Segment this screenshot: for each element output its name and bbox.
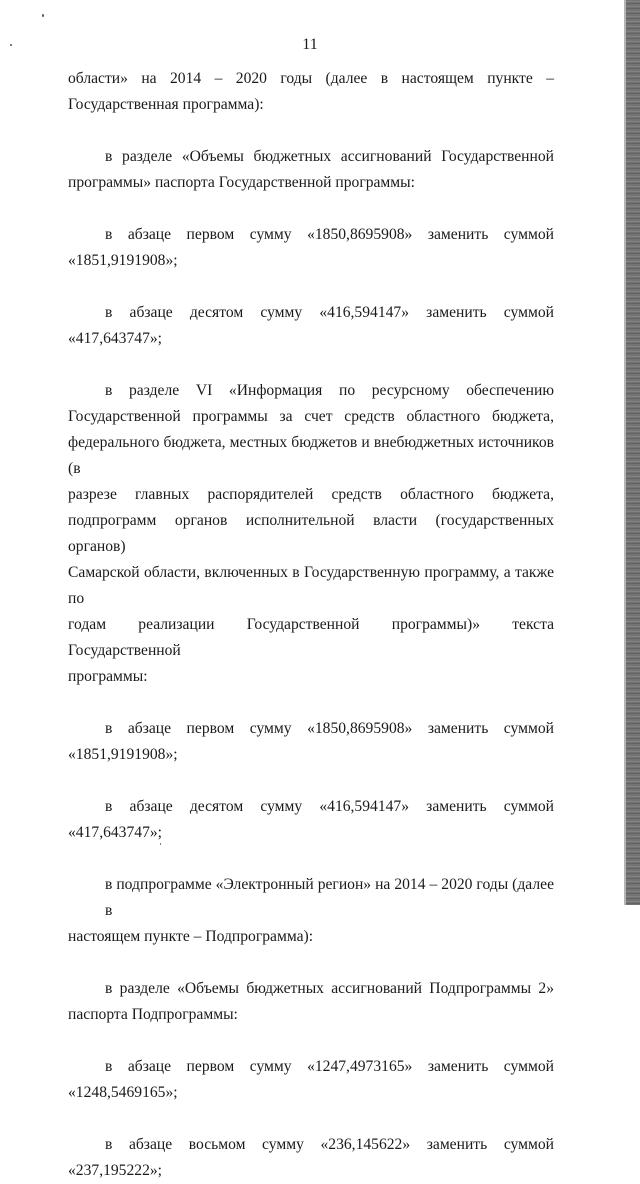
text-line: Государственной программы за счет средств областного бюджета,	[68, 408, 554, 425]
document-paragraph	[68, 66, 554, 118]
text-line: годам реализации Государственной программы)» текста Государственной	[68, 616, 554, 659]
document-paragraph	[68, 300, 554, 352]
text-line: настоящем пункте – Подпрограмма):	[68, 928, 314, 945]
text-line: «417,643747»;	[68, 824, 162, 841]
text-line: в абзаце первом сумму «1247,4973165» заменить суммой	[105, 1058, 554, 1075]
text-line: разрезе главных распорядителей средств областного бюджета,	[68, 486, 554, 503]
text-line: подпрограмм органов исполнительной власти (государственных органов)	[68, 512, 554, 555]
scan-speck	[42, 14, 44, 17]
text-line: паспорта Подпрограммы:	[68, 1006, 238, 1023]
document-paragraph	[68, 378, 554, 690]
text-line: в разделе «Объемы бюджетных ассигнований Государственной	[105, 148, 554, 165]
text-line: «1851,9191908»;	[68, 746, 178, 763]
text-line: в абзаце первом сумму «1850,8695908» заменить суммой	[105, 720, 554, 737]
text-line: «1851,9191908»;	[68, 252, 178, 269]
text-line: «237,195222»;	[68, 1162, 162, 1179]
document-paragraph	[68, 794, 554, 846]
text-line: в разделе «Объемы бюджетных ассигнований Подпрограммы 2»	[105, 980, 554, 997]
document-paragraph	[68, 976, 554, 1028]
text-line: области» на 2014 – 2020 годы (далее в настоящем пункте –	[68, 70, 554, 87]
document-paragraph	[68, 222, 554, 274]
document-paragraph	[68, 1132, 554, 1184]
text-line: федерального бюджета, местных бюджетов и внебюджетных источников (в	[68, 434, 554, 477]
scan-edge	[626, 0, 640, 905]
page-number: 11	[302, 36, 318, 53]
text-line: в абзаце десятом сумму «416,594147» заменить суммой	[105, 304, 554, 321]
text-line: в абзаце первом сумму «1850,8695908» заменить суммой	[105, 226, 554, 243]
document-paragraph	[68, 144, 554, 196]
text-line: в разделе VI «Информация по ресурсному обеспечению	[105, 382, 554, 399]
document-body	[68, 66, 554, 1184]
text-line: «1248,5469165»;	[68, 1084, 178, 1101]
scan-edge-shadow	[624, 0, 626, 905]
text-line: программы» паспорта Государственной программы:	[68, 174, 415, 191]
text-line: в подпрограмме «Электронный регион» на 2014 – 2020 годы (далее в	[105, 876, 554, 919]
document-paragraph	[68, 716, 554, 768]
text-line: в абзаце восьмом сумму «236,145622» заменить суммой	[105, 1136, 554, 1153]
document-paragraph	[68, 872, 554, 950]
text-line: «417,643747»;	[68, 330, 162, 347]
text-line: Самарской области, включенных в Государственную программу, а также по	[68, 564, 554, 607]
text-line: программы:	[68, 668, 148, 685]
text-line: Государственная программа):	[68, 96, 264, 113]
document-paragraph	[68, 1054, 554, 1106]
text-line: в абзаце десятом сумму «416,594147» заменить суммой	[105, 798, 554, 815]
